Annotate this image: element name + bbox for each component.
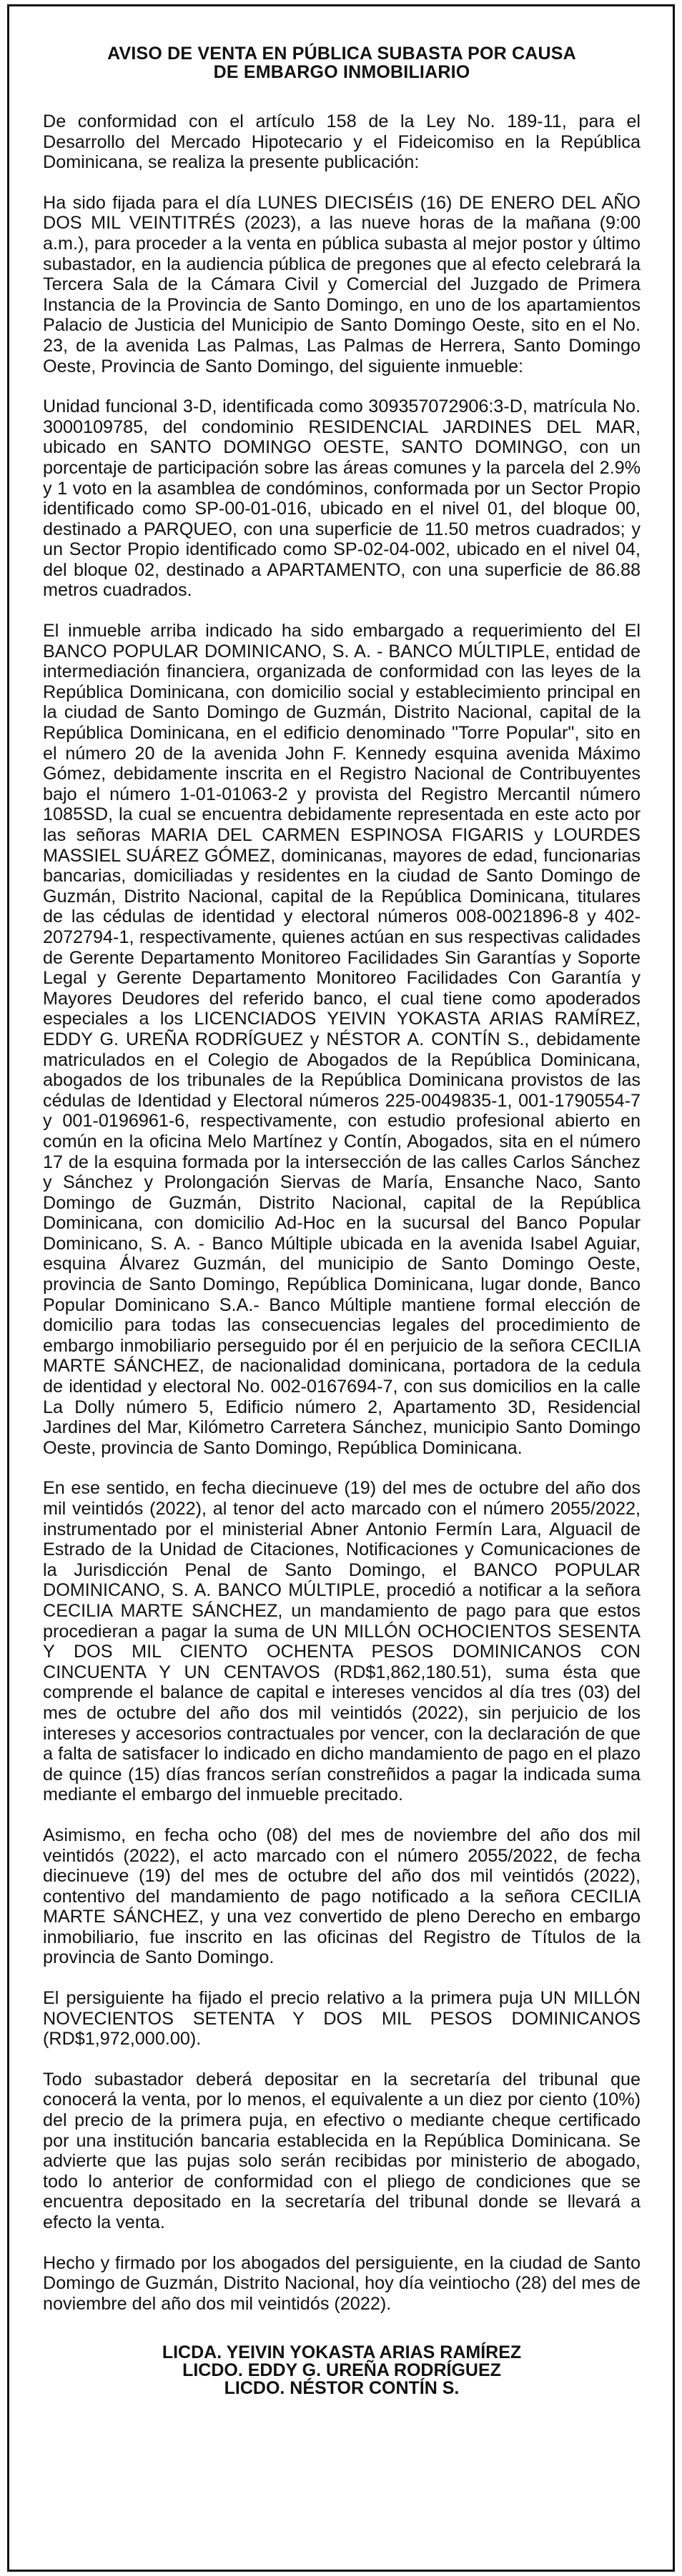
signature-line-3: LICDO. NÉSTOR CONTÍN S. xyxy=(224,2378,460,2399)
notice-title-line-2: DE EMBARGO INMOBILIARIO xyxy=(213,62,470,82)
creditor-details-paragraph: El inmueble arriba indicado ha sido embargado a requerimiento del El BANCO POPULAR DOMINICANO, S. A. - BANCO MÚLTIPLE, entidad de intermediación financiera, organizada de conformidad con las leyes de la República Dominicana, con domicilio social y establecimiento principal en la ciudad de Santo Domingo de Guzmán, Distrito Nacional, capital de la República Dominicana, en el edificio denominado "Torre Popular", sito en el número 20 de la avenida John F. Kennedy esquina avenida Máximo Gómez, debidamente inscrita en el Registro Nacional de Contribuyentes bajo el número 1-01-01063-2 y provista del Registro Mercantil número 1085SD, la cual se encuentra debidamente representada en este acto por las señoras MARIA DEL CARMEN ESPINOSA FIGARIS y LOURDES MASSIEL SUÁREZ GÓMEZ, dominicanas, mayores de edad, funcionarias bancarias, domiciliadas y residentes en la ciudad de Santo Domingo de Guzmán, Distrito Nacional, capital de la República Dominicana, titulares de las cédulas de identidad y electoral números 008-0021896-8 y 402-2072794-1, respectivamente, quienes actúan en sus respectivas calidades de Gerente Departamento Monitoreo Facilidades Sin Garantías y Soporte Legal y Gerente Departamento Monitoreo Facilidades Con Garantía y Mayores Deudores del referido banco, el cual tiene como apoderados especiales a los LICENCIADOS YEIVIN YOKASTA ARIAS RAMÍREZ, EDDY G. UREÑA RODRÍGUEZ y NÉSTOR A. CONTÍN S., debidamente matriculados en el Colegio de Abogados de la República Dominicana, abogados de los tribunales de la República Dominicana provistos de las cédulas de Identidad y Electoral números 225-0049835-1, 001-1790554-7 y 001-0196961-6, respectivamente, con estudio profesional abierto en común en la oficina Melo Martínez y Contín, Abogados, sita en el número 17 de la esquina formada por la intersección de las calles Carlos Sánchez y Sánchez y Prolongación Siervas de María, Ensanche Naco, Santo Domingo de Guzmán, Distrito Nacional, capital de la República Dominicana, con domicilio Ad-Hoc en la sucursal del Banco Popular Dominicano, S. A. - Banco Múltiple ubicada en la avenida Isabel Aguiar, esquina Álvarez Guzmán, del municipio de Santo Domingo Oeste, provincia de Santo Domingo, República Dominicana, lugar donde, Banco Popular Dominicano S.A.- Banco Múltiple mantiene formal elección de domicilio para todas las consecuencias legales del procedimiento de embargo inmobiliario perseguido por él en perjuicio de la señora CECILIA MARTE SÁNCHEZ, de nacionalidad dominicana, portadora de la cedula de identidad y electoral No. 002-0167694-7, con sus domicilios en la calle La Dolly número 5, Edificio número 2, Apartamento 3D, Residencial Jardines del Mar, Kilómetro Carretera Sánchez, municipio Santo Domingo Oeste, provincia de Santo Domingo, República Dominicana. xyxy=(43,621,641,1458)
auction-date-paragraph: Ha sido fijada para el día LUNES DIECISÉIS (16) DE ENERO DEL AÑO DOS MIL VEINTITRÉS (2023), a las nueve horas de la mañana (9:00 a.m.), para proceder a la venta en pública subasta al mejor postor y último subastador, en la audiencia pública de pregones que al efecto celebrará la Tercera Sala de la Cámara Civil y Comercial del Juzgado de Primera Instancia de la Provincia de Santo Domingo, en uno de los apartamientos Palacio de Justicia del Municipio de Santo Domingo Oeste, sito en el No. 23, de la avenida Las Palmas, Las Palmas de Herrera, Santo Domingo Oeste, Provincia de Santo Domingo, del siguiente inmueble: xyxy=(43,192,641,376)
intro-paragraph: De conformidad con el artículo 158 de la Ley No. 189-11, para el Desarrollo del Mercado Hipotecario y el Fideicomiso en la República Dominicana, se realiza la presente publicación: xyxy=(43,111,641,173)
notice-title xyxy=(43,44,641,81)
signing-paragraph: Hecho y firmado por los abogados del persiguiente, en la ciudad de Santo Domingo de Guzmán, Distrito Nacional, hoy día veintiocho (28) del mes de noviembre del año dos mil veintidós (2022). xyxy=(43,2252,641,2314)
first-bid-price-paragraph: El persiguiente ha fijado el precio relativo a la primera puja UN MILLÓN NOVECIENTOS SETENTA Y DOS MIL PESOS DOMINICANOS (RD$1,972,000.00). xyxy=(43,1988,641,2050)
notice-body xyxy=(43,44,641,2397)
notice-title-line-1: AVISO DE VENTA EN PÚBLICA SUBASTA POR CAUSA xyxy=(107,44,576,64)
signature-line-1: LICDA. YEIVIN YOKASTA ARIAS RAMÍREZ xyxy=(162,2342,522,2363)
signature-line-2: LICDO. EDDY G. UREÑA RODRÍGUEZ xyxy=(182,2360,501,2381)
deposit-conditions-paragraph: Todo subastador deberá depositar en la secretaría del tribunal que conocerá la venta, por lo menos, el equivalente a un diez por ciento (10%) del precio de la primera puja, en efectivo o mediante cheque certificado por una institución bancaria establecida en la República Dominicana. Se advierte que las pujas solo serán recibidas por ministerio de abogado, todo lo anterior de conformidad con el pliego de condiciones que se encuentra depositado en la secretaría del tribunal donde se llevará a efecto la venta. xyxy=(43,2069,641,2232)
registration-paragraph: Asimismo, en fecha ocho (08) del mes de noviembre del año dos mil veintidós (2022), el acto marcado con el número 2055/2022, de fecha diecinueve (19) del mes de octubre del año dos mil veintidós (2022), contentivo del mandamiento de pago notificado a la señora CECILIA MARTE SÁNCHEZ, y una vez convertido de pleno Derecho en embargo inmobiliario, fue inscrito en las oficinas del Registro de Títulos de la provincia de Santo Domingo. xyxy=(43,1824,641,1968)
signature-block xyxy=(43,2344,641,2397)
property-description-paragraph: Unidad funcional 3-D, identificada como 309357072906:3-D, matrícula No. 3000109785, del condominio RESIDENCIAL JARDINES DEL MAR, ubicado en SANTO DOMINGO OESTE, SANTO DOMINGO, con un porcentaje de participación sobre las áreas comunes y la parcela del 2.9% y 1 voto en la asamblea de condóminos, conformada por un Sector Propio identificado como SP-00-01-016, ubicado en el nivel 01, del bloque 00, destinado a PARQUEO, con una superficie de 11.50 metros cuadrados; y un Sector Propio identificado como SP-02-04-002, ubicado en el nivel 04, del bloque 02, destinado a APARTAMENTO, con una superficie de 86.88 metros cuadrados. xyxy=(43,396,641,601)
payment-demand-paragraph: En ese sentido, en fecha diecinueve (19) del mes de octubre del año dos mil veintidós (2022), al tenor del acto marcado con el número 2055/2022, instrumentado por el ministerial Abner Antonio Fermín Lara, Alguacil de Estrado de la Unidad de Citaciones, Notificaciones y Comunicaciones de la Jurisdicción Penal de Santo Domingo, el BANCO POPULAR DOMINICANO, S. A. BANCO MÚLTIPLE, procedió a notificar a la señora CECILIA MARTE SÁNCHEZ, un mandamiento de pago para que estos procedieran a pagar la suma de UN MILLÓN OCHOCIENTOS SESENTA Y DOS MIL CIENTO OCHENTA PESOS DOMINICANOS CON CINCUENTA Y UN CENTAVOS (RD$1,862,180.51), suma ésta que comprende el balance de capital e intereses vencidos al día tres (03) del mes de octubre del año dos mil veintidós (2022), sin perjuicio de los intereses y accesorios contractuales por vencer, con la declaración de que a falta de satisfacer lo indicado en dicho mandamiento de pago en el plazo de quince (15) días francos serían constreñidos a pagar la indicada suma mediante el embargo del inmueble precitado. xyxy=(43,1478,641,1805)
